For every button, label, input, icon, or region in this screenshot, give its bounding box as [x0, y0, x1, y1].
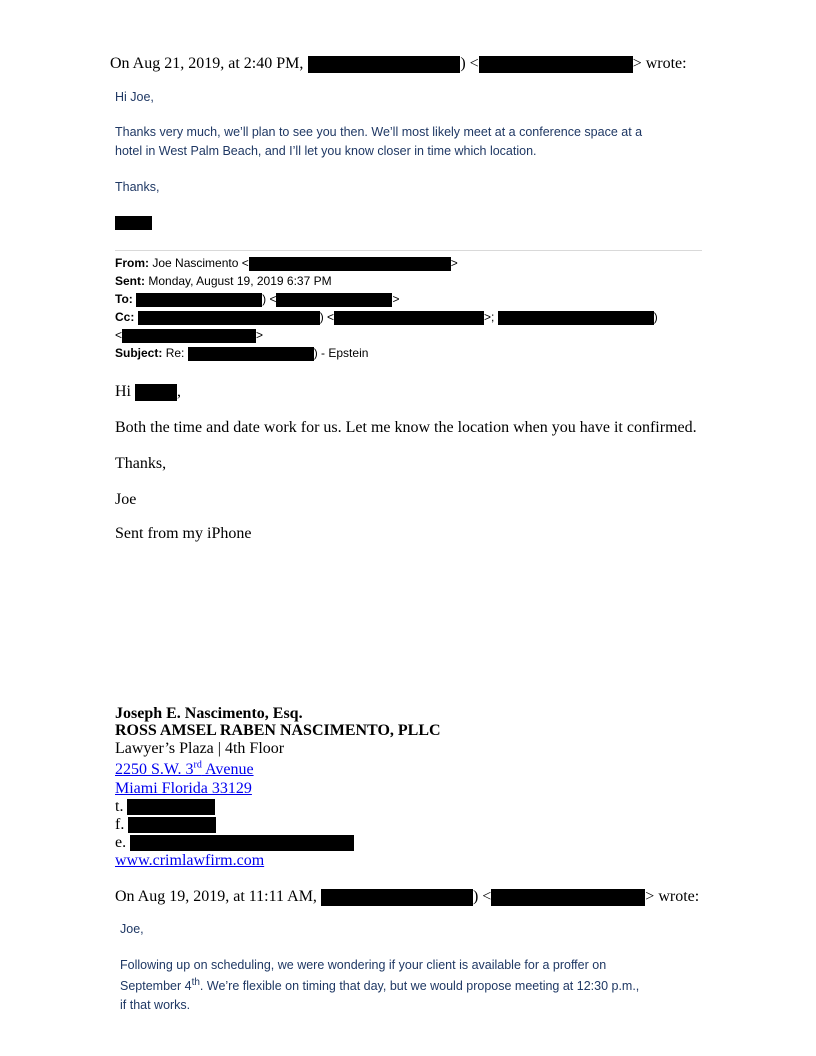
signature-email — [115, 834, 354, 852]
email3-sep: ) < — [472, 888, 492, 905]
signature-fax — [115, 816, 216, 834]
to-label: To: — [115, 292, 133, 306]
header-cc-line2 — [115, 328, 263, 343]
redaction — [127, 799, 215, 815]
redaction — [321, 889, 473, 906]
email-label: e. — [115, 834, 127, 851]
cc-sep2: >; — [484, 310, 495, 324]
email3-body-line1: Following up on scheduling, we were wondering if your client is available for a proffer on — [120, 958, 607, 972]
signature-city-link[interactable]: Miami Florida 33129 — [115, 780, 252, 797]
signature-name: Joseph E. Nascimento, Esq. — [115, 705, 303, 722]
from-value: Joe Nascimento < — [152, 256, 249, 270]
email3-greeting: Joe, — [120, 922, 144, 936]
email2-body: Both the time and date work for us. Let me know the location when you have it confirmed. — [115, 419, 697, 436]
redaction — [138, 311, 320, 325]
to-end: > — [392, 292, 400, 306]
subject-suffix: ) - Epstein — [313, 346, 369, 360]
header-subject — [115, 346, 368, 361]
from-end: > — [450, 256, 458, 270]
email1-wrote-line — [110, 54, 687, 74]
email1-greeting: Hi Joe, — [115, 90, 154, 104]
email2-greeting — [115, 382, 181, 402]
redaction — [334, 311, 484, 325]
cc-sep1: ) < — [319, 310, 335, 324]
email3-body-line3: if that works. — [120, 998, 191, 1012]
email1-body-line2: hotel in West Palm Beach, and I’ll let you know closer in time which location. — [115, 144, 537, 158]
email3-body-line2 — [120, 978, 639, 994]
email3-wrote-prefix: On Aug 19, 2019, at 11:11 AM, — [115, 888, 317, 905]
address-post[interactable]: Avenue — [201, 761, 254, 778]
redaction — [136, 293, 262, 307]
redaction — [130, 835, 354, 851]
header-from — [115, 256, 458, 271]
redaction — [188, 347, 314, 361]
header-cc — [115, 310, 658, 325]
body-line2-post: . We’re flexible on timing that day, but we would propose meeting at 12:30 p.m., — [199, 979, 640, 993]
address-sup[interactable]: rd — [193, 759, 202, 771]
redaction — [276, 293, 392, 307]
email1-signature-redaction — [115, 216, 152, 230]
body-line2-sup: th — [191, 976, 200, 988]
email1-wrote-prefix: On Aug 21, 2019, at 2:40 PM, — [110, 55, 304, 72]
sent-label: Sent: — [115, 274, 145, 288]
from-label: From: — [115, 256, 149, 270]
body-line2-pre: September 4 — [120, 979, 192, 993]
separator-line — [115, 250, 702, 251]
phone-label: t. — [115, 798, 124, 815]
to-sep: ) < — [262, 292, 277, 306]
redaction — [249, 257, 451, 271]
email1-closing: Thanks, — [115, 180, 160, 194]
redaction — [122, 329, 256, 343]
sent-value: Monday, August 19, 2019 6:37 PM — [148, 274, 332, 288]
redaction — [479, 56, 633, 73]
cc-line2-start: < — [115, 328, 123, 342]
email3-wrote-suffix: > wrote: — [645, 888, 700, 905]
subject-prefix: Re: — [165, 346, 185, 360]
header-sent — [115, 274, 332, 289]
email1-sep: ) < — [460, 55, 479, 72]
email2-closing: Thanks, — [115, 455, 167, 472]
redaction — [491, 889, 645, 906]
header-to — [115, 292, 399, 307]
address-pre[interactable]: 2250 S.W. 3 — [115, 761, 194, 778]
email2-sent-from: Sent from my iPhone — [115, 525, 252, 542]
signature-phone — [115, 798, 215, 816]
email1-body-line1: Thanks very much, we’ll plan to see you then. We’ll most likely meet at a conference space at a — [115, 125, 643, 139]
redaction — [498, 311, 654, 325]
email3-wrote-line — [115, 887, 699, 907]
signature-website-link[interactable]: www.crimlawfirm.com — [115, 852, 265, 869]
cc-line2-end: > — [256, 328, 264, 342]
redaction — [128, 817, 216, 833]
cc-label: Cc: — [115, 310, 135, 324]
signature-office: Lawyer’s Plaza | 4th Floor — [115, 740, 285, 757]
signature-firm: ROSS AMSEL RABEN NASCIMENTO, PLLC — [115, 722, 441, 739]
signature-address-link[interactable] — [115, 761, 254, 779]
subject-label: Subject: — [115, 346, 163, 360]
email2-greeting-suffix: , — [177, 383, 181, 400]
redaction — [308, 56, 460, 73]
email2-greeting-prefix: Hi — [115, 383, 131, 400]
fax-label: f. — [115, 816, 125, 833]
email2-name: Joe — [115, 491, 137, 508]
cc-end: ) — [653, 310, 658, 324]
email1-wrote-suffix: > wrote: — [632, 55, 687, 72]
redaction — [135, 384, 177, 401]
